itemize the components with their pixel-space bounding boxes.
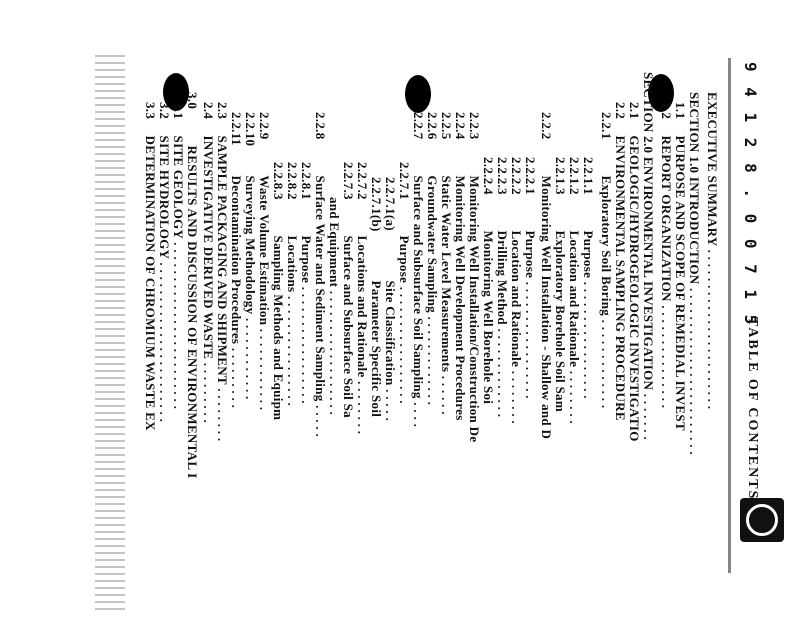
toc-entry-number: 2.2.2 (539, 112, 554, 140)
document-id: 9 4 1 2 8 . 0 0 7 1 5 (741, 62, 760, 328)
toc-entry-label: and Equipment (327, 197, 342, 288)
toc-entry-label: Sampling Methods and Equipm (271, 232, 286, 421)
toc-entry-number: 2.2.8.3 (271, 162, 286, 200)
toc-entry-number: 1.2 (659, 102, 674, 120)
toc-entry (312, 112, 328, 437)
toc-entry-number: 2.2.1 (599, 112, 614, 140)
toc-entry (494, 157, 510, 417)
toc-entry (200, 102, 216, 423)
toc-entry-label: Parameter Specific Soil (369, 277, 384, 418)
toc-entry (580, 157, 596, 399)
toc-entry (410, 112, 426, 427)
toc-entry (298, 162, 314, 404)
toc-entry-number: 2.2.1.1 (581, 157, 596, 195)
toc-entry-number: 2.2.2.2 (509, 157, 524, 195)
toc-entry-number: 2.2.8 (313, 112, 328, 140)
toc-entry-number: 2.2.1.3 (553, 157, 568, 195)
toc-entry-leader: . . . . . . (439, 372, 454, 415)
toc-entry-label: ENVIRONMENTAL INVESTIGATION (641, 153, 656, 391)
toc-entry (170, 102, 186, 409)
toc-entry-label: RESULTS AND DISCUSSION OF ENVIRONMENTAL I (185, 142, 200, 479)
toc-entry (368, 177, 384, 417)
toc-entry (612, 102, 628, 421)
toc-entry-number: 2.2.2.1 (523, 157, 538, 195)
toc-entry-label: Location and Rationale (509, 227, 524, 368)
toc-entry-leader: . . . . . . . . . . . . (243, 314, 258, 400)
toc-entry-number: 2.2.7.1(a) (383, 177, 398, 231)
toc-entry-label: GEOLOGIC/HYDROGEOLOGIC INVESTIGATIO (627, 132, 642, 442)
toc-entry-number: 2.2.6 (425, 112, 440, 140)
toc-entry-label: Exploratory Borehole Soil Sam (553, 227, 568, 412)
toc-entry-leader: . . . . . . . . . . . . . . . . . (397, 283, 412, 404)
scan-edge-noise (95, 55, 125, 615)
toc-entry-number: 2.2.2.3 (495, 157, 510, 195)
toc-entry (326, 197, 342, 415)
toc-entry-leader: . . . . . . . . . . . . . . . . . . . . . . . (705, 246, 720, 410)
toc-entry-label: ENVIRONMENTAL SAMPLING PROCEDURE (613, 132, 628, 421)
toc-entry (354, 162, 370, 434)
toc-entry-label: Locations and Rationale (355, 232, 370, 378)
toc-entry-number: 2.2.8.1 (299, 162, 314, 200)
toc-entry (438, 112, 454, 415)
toc-entry-number: 2.2.7 (411, 112, 426, 140)
toc-entry-label: REPORT ORGANIZATION (659, 132, 674, 302)
toc-content (143, 62, 760, 632)
toc-entry (228, 112, 244, 408)
toc-entry-label: Monitoring Well Installation - Shallow and D (539, 172, 554, 440)
toc-entry (640, 72, 656, 440)
toc-entry-label: Monitoring Well Installation/Construction De (467, 172, 482, 443)
toc-entry-label: Purpose (299, 232, 314, 284)
toc-entry-label: Purpose (397, 232, 412, 284)
toc-entry-number: 2.1 (627, 102, 642, 120)
toc-entry (598, 112, 614, 408)
toc-entry (466, 112, 482, 442)
toc-entry-label: INTRODUCTION (687, 173, 702, 285)
toc-entry (672, 102, 688, 431)
toc-entry-leader: . . . . . . . . . . . . . . . (659, 301, 674, 409)
toc-entry-number: 2.2.5 (439, 112, 454, 140)
toc-entry-number: SECTION 1.0 (687, 92, 702, 174)
toc-entry-label: SAMPLE PACKAGING AND SHIPMENT (215, 132, 230, 385)
toc-entry-number: 2.3 (215, 102, 230, 120)
toc-entry-leader: . . . . . . . . (215, 384, 230, 442)
toc-entry-label: Static Water Level Measurements (439, 172, 454, 373)
toc-entry (284, 162, 300, 406)
toc-entry-label: Monitoring Well Development Procedures (453, 172, 468, 421)
toc-entry (156, 102, 172, 422)
toc-entry-leader: . . . . . . . . . . . . . . . . (285, 292, 300, 407)
toc-entry (658, 102, 674, 408)
toc-entry-number: 3.3 (143, 102, 158, 120)
toc-entry-label: Groundwater Sampling (425, 172, 440, 313)
toc-entry-number: 2.2.1.2 (567, 157, 582, 195)
toc-entry-number: 3.1 (171, 102, 186, 120)
toc-entry-label: Locations (285, 232, 300, 293)
toc-entry-leader: . . . . . . . . . . . . . (425, 312, 440, 406)
toc-entry-number: 2.2.7.3 (341, 162, 356, 200)
toc-entry-leader: . . . . . . . . . (201, 359, 216, 424)
toc-entry-number: 2.2.3 (467, 112, 482, 140)
toc-entry-label: SITE HYDROLOGY (157, 132, 172, 259)
toc-entry (142, 102, 158, 431)
toc-entry-leader: . . . . . . . . . . . . . (495, 324, 510, 418)
toc-entry (452, 112, 468, 421)
toc-entry-leader: . . . . . (383, 385, 398, 422)
toc-entry (214, 102, 230, 441)
toc-entry-number: 3.0 (185, 92, 200, 110)
toc-entry-label: EXECUTIVE SUMMARY (705, 92, 720, 247)
toc-entry (566, 157, 582, 424)
toc-entry-leader: . . . . . . . (641, 390, 656, 440)
toc-entry (424, 112, 440, 405)
toc-entry-label: PURPOSE AND SCOPE OF REMEDIAL INVEST (673, 132, 688, 431)
toc-entry-label: INVESTIGATIVE DERIVED WASTE (201, 132, 216, 360)
toc-entry-label: Location and Rationale (567, 227, 582, 368)
toc-entry-label: Surface Water and Sediment Sampling (313, 172, 328, 402)
toc-entry-label: Decontamination Procedures (229, 172, 244, 345)
toc-entry (382, 177, 398, 421)
toc-entry-leader: . . . . . . . . . . . . . . . . . (299, 283, 314, 404)
toc-entry-number: 2.2.7.1(b) (369, 177, 384, 232)
toc-entry-label: Monitoring Well Borehole Soi (481, 227, 496, 405)
toc-entry (256, 112, 272, 410)
toc-entry-leader: . . . . . . . . . . . . (257, 325, 272, 411)
toc-entry-leader: . . . . . . . . (567, 367, 582, 424)
toc-entry-number: 2.2.4 (453, 112, 468, 140)
toc-entry-leader: . . . . . . . . (509, 367, 524, 424)
toc-entry (538, 112, 554, 439)
toc-entry-number: 3.2 (157, 102, 172, 120)
toc-entry-number: 2.2.10 (243, 112, 258, 147)
toc-entry (552, 157, 568, 412)
toc-entry-leader: . . . . . . . . . . . . . (599, 316, 614, 409)
toc-entry-number: 2.2.11 (229, 112, 244, 146)
toc-entry-label: Surveying Methodology (243, 172, 258, 315)
toc-entry (270, 162, 286, 420)
toc-entry-number: 1.1 (673, 102, 688, 120)
toc-entry-number: 2.2 (613, 102, 628, 120)
toc-entry (340, 162, 356, 418)
toc-entry-leader: . . . . . . . . . . . . . . . . . (523, 278, 538, 399)
toc-entry-label: Purpose (581, 227, 596, 279)
toc-entry-label: SITE GEOLOGY (171, 132, 186, 239)
toc-entry-leader: . . . . . . . . . . . . . . . . . . . . . . . (157, 258, 172, 423)
toc-entry-leader: . . . . . . . . . . . . . . . . . . . . . . . . (687, 284, 702, 455)
toc-entry (686, 92, 702, 455)
toc-entry-leader: . . . . . . . . . . . . . . . . . (581, 278, 596, 399)
toc-entry (508, 157, 524, 424)
toc-entry-number: SECTION 2.0 (641, 72, 656, 154)
toc-entry-number: 2.2.9 (257, 112, 272, 140)
toc-entry-leader: . . . . . . . . . . . . . . . . . . . . . . . . (171, 238, 186, 410)
toc-entry-number: 2.2.2.4 (481, 157, 496, 195)
toc-entry-number: 2.2.7.1 (397, 162, 412, 200)
toc-entry-label: Surface and Subsurface Soil Sa (341, 232, 356, 418)
toc-entry (396, 162, 412, 404)
toc-entry-leader: . . . . . (313, 401, 328, 438)
toc-entry-label: Exploratory Soil Boring (599, 172, 614, 317)
toc-entry-number: 2.2.8.2 (285, 162, 300, 200)
toc-entry (626, 102, 642, 442)
toc-entry-label: Site Classification (383, 277, 398, 386)
page-title: TABLE OF CONTENTS (745, 317, 760, 501)
toc-entry (522, 157, 538, 399)
toc-entry (184, 92, 200, 478)
toc-entry-leader: . . . . . . . . . . . . . . . . . . (327, 287, 342, 416)
toc-entry-leader: . . . . (411, 398, 426, 428)
toc-entry-leader: . . . . . . . . (355, 377, 370, 435)
toc-entry (704, 92, 720, 409)
toc-entry-label: Surface and Subsurface Soil Sampling (411, 172, 426, 399)
toc-entry-label: Waste Volume Estimation (257, 172, 272, 326)
toc-entry (242, 112, 258, 400)
toc-entry-number: 2.4 (201, 102, 216, 120)
toc-entry-number: 2.2.7.2 (355, 162, 370, 200)
toc-entry-label: DETERMINATION OF CHROMIUM WASTE EX (143, 132, 158, 431)
toc-entry (480, 157, 496, 404)
toc-entry-leader: . . . . . . . . . (229, 344, 244, 409)
toc-entry-label: Purpose (523, 227, 538, 279)
toc-entry-label: Drilling Method (495, 227, 510, 325)
